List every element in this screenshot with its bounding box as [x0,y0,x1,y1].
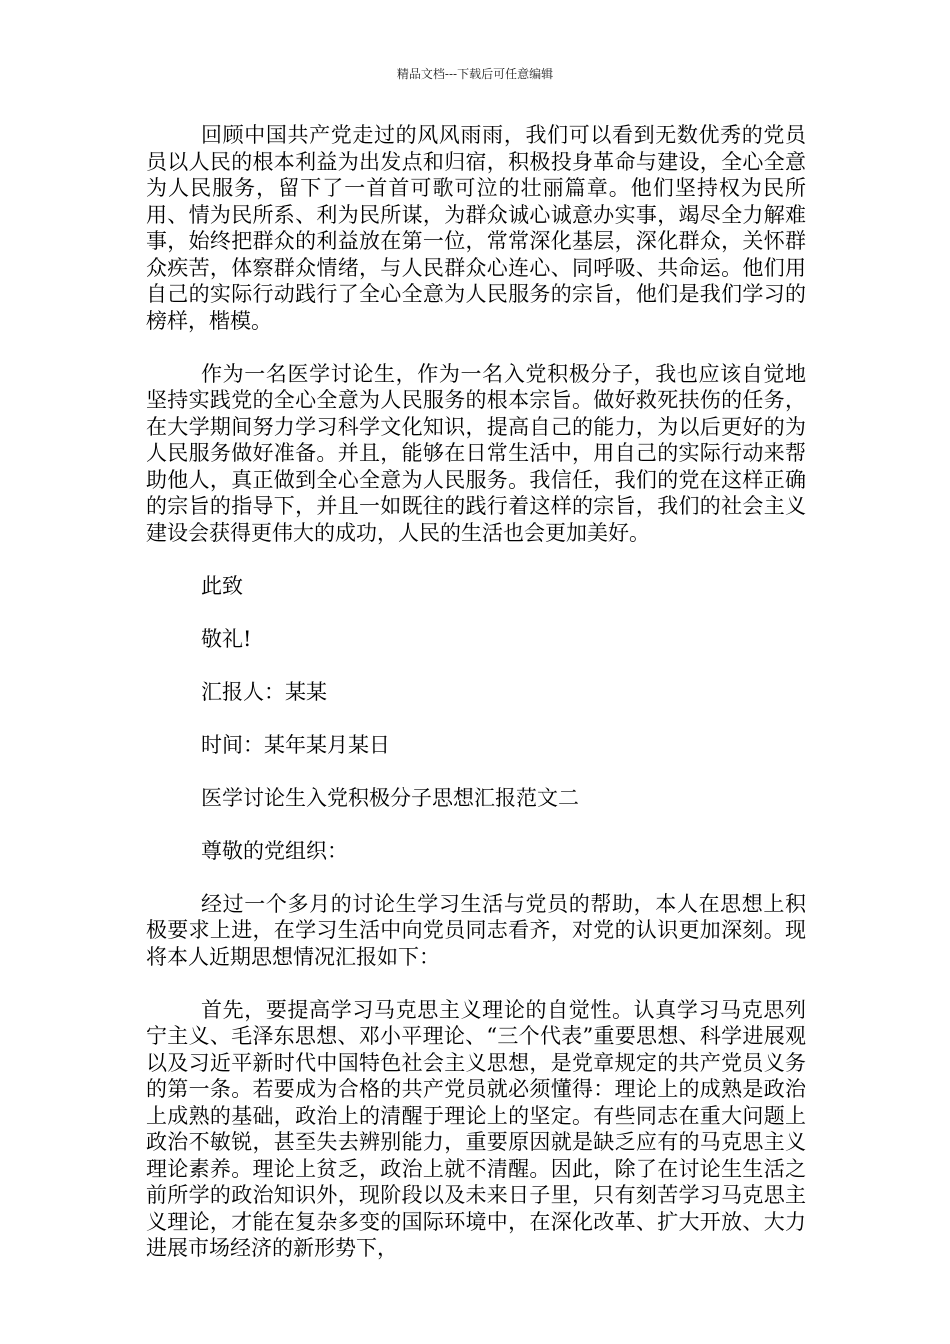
paragraph-gap [146,652,806,679]
date-line: 时间：某年某月某日 [201,732,390,757]
reporter-line: 汇报人：某某 [201,679,327,704]
paragraph-1: 回顾中国共产党走过的风风雨雨，我们可以看到无数优秀的党员员以人民的根本利益为出发点和归宿，积极投身革命与建设，全心全意为人民服务，留下了一首首可歌可泣的壮丽篇章。他们坚持权为民所用、情为民所系、利为民所谋，为群众诚心诚意办实事，竭尽全力解难事，始终把群众的利益放在第一位，常常深化基层，深化群众，关怀群众疾苦，体察群众情绪，与人民群众心连心、同呼吸、共命运。他们用自己的实际行动践行了全心全意为人民服务的宗旨，他们是我们学习的榜样，楷模。 [146,123,806,333]
page-header: 精品文档---下载后可任意编辑 [396,67,554,81]
paragraph-gap [146,811,806,838]
paragraph-gap [146,758,806,785]
section-title: 医学讨论生入党积极分子思想汇报范文二 [201,785,579,810]
closing-line-1: 此致 [201,573,243,598]
paragraph-4: 首先，要提高学习马克思主义理论的自觉性。认真学习马克思列宁主义、毛泽东思想、邓小平理论、“三个代表”重要思想、科学进展观以及习近平新时代中国特色社会主义思想，是党章规定的共产党员义务的第一条。若要成为合格的共产党员就必须懂得：理论上的成熟是政治上成熟的基础，政治上的清醒于理论上的坚定。有些同志在重大问题上政治不敏锐，甚至失去辨别能力，重要原因就是缺乏应有的马克思主义理论素养。理论上贫乏，政治上就不清醒。因此，除了在讨论生生活之前所学的政治知识外，现阶段以及未来日子里，只有刻苦学习马克思主义理论，才能在复杂多变的国际环境中，在深化改革、扩大开放、大力进展市场经济的新形势下， [146,997,806,1260]
salutation-line: 尊敬的党组织： [201,838,348,863]
document-body [146,122,806,1262]
paragraph-gap [146,546,806,573]
paragraph-gap [146,705,806,732]
paragraph-2: 作为一名医学讨论生，作为一名入党积极分子，我也应该自觉地坚持实践党的全心全意为人民服务的根本宗旨。做好救死扶伤的任务，在大学期间努力学习科学文化知识，提高自己的能力，为以后更好的为人民服务做好准备。并且，能够在日常生活中，用自己的实际行动来帮助他人，真正做到全心全意为人民服务。我信任，我们的党在这样正确的宗旨的指导下，并且一如既往的践行着这样的宗旨，我们的社会主义建设会获得更伟大的成功，人民的生活也会更加美好。 [146,361,806,545]
closing-line-2: 敬礼! [201,626,252,651]
paragraph-gap [146,864,806,891]
paragraph-gap [146,334,806,361]
paragraph-gap [146,970,806,997]
paragraph-3: 经过一个多月的讨论生学习生活与党员的帮助，本人在思想上积极要求上进，在学习生活中向党员同志看齐，对党的认识更加深刻。现将本人近期思想情况汇报如下： [146,891,806,969]
paragraph-gap [146,599,806,626]
